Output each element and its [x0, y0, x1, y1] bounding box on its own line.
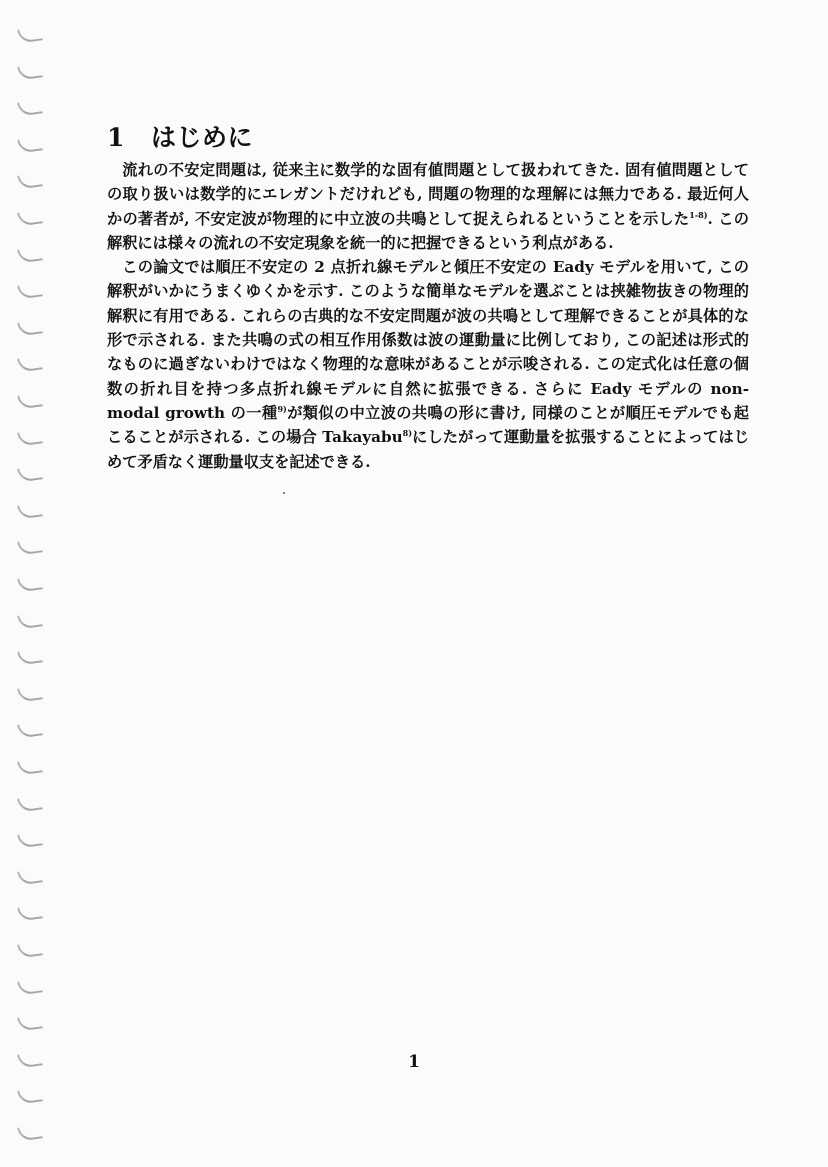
binder-hole-mark: [17, 941, 43, 958]
binder-hole-mark: [17, 319, 43, 336]
binder-hole-mark: [17, 575, 43, 592]
body-text: [107, 158, 749, 474]
binder-hole-mark: [17, 283, 43, 300]
binder-hole-mark: [17, 1124, 43, 1141]
binder-hole-mark: [17, 429, 43, 446]
binder-hole-mark: [17, 392, 43, 409]
binder-hole-mark: [17, 905, 43, 922]
paragraph-text: 流れの不安定問題は, 従来主に数学的な固有値問題として扱われてきた. 固有値問題としての取り扱いは数学的にエレガントだけれども, 問題の物理的な理解には無力である. 最近何人かの著者が, 不安定波が物理的に中立波の共鳴として捉えられるということを示した: [107, 161, 749, 228]
binder-hole-mark: [17, 356, 43, 373]
binder-hole-mark: [17, 209, 43, 226]
reference-superscript: 1-8): [689, 209, 708, 220]
binder-hole-mark: [17, 722, 43, 739]
paragraph-text: にしたがって運動量を拡張することによってはじめて矛盾なく運動量収支を記述できる.: [107, 428, 749, 471]
binder-hole-mark: [17, 502, 43, 519]
paragraph-text: この論文では順圧不安定の 2 点折れ線モデルと傾圧不安定の Eady モデルを用いて, この解釈がいかにうまくゆくかを示す. このような簡単なモデルを選ぶことは挟雑物抜きの物理的解釈に有用である. これらの古典的な不安定問題が波の共鳴として理解できることが具体的な形で示される. また共鳴の式の相互作用係数は波の運動量に比例しており, この記述は形式的なものに過ぎないわけではなく物理的な意味があることが示唆される. この定式化は任意の個数の折れ目を持つ多点折れ線モデルに自然に拡張できる. さらに Eady モデルの non-modal growth の一種: [107, 258, 749, 422]
page-number: 1: [408, 1052, 420, 1072]
scan-speck: [283, 492, 285, 494]
binder-hole-mark: [17, 1015, 43, 1032]
section-heading: [107, 118, 253, 154]
binder-hole-mark: [17, 136, 43, 153]
section-title: はじめに: [151, 123, 254, 152]
paragraph-text: が類似の中立波の共鳴の形に書け, 同様のことが順圧モデルでも起こることが示される. この場合 Takayabu: [107, 403, 749, 447]
binder-hole-mark: [17, 1088, 43, 1105]
binder-hole-mark: [17, 612, 43, 629]
paragraph-1: [107, 158, 749, 255]
binder-hole-mark: [17, 649, 43, 666]
binder-hole-mark: [17, 539, 43, 556]
reference-superscript: 9): [277, 403, 287, 414]
binder-hole-mark: [17, 685, 43, 702]
binder-hole-mark: [17, 795, 43, 812]
binder-hole-mark: [17, 832, 43, 849]
binder-hole-marks: [0, 0, 60, 1167]
binder-hole-mark: [17, 63, 43, 80]
binder-hole-mark: [17, 26, 43, 43]
section-number: 1: [107, 123, 125, 152]
paragraph-2: [107, 255, 749, 474]
binder-hole-mark: [17, 100, 43, 117]
reference-superscript: 8): [402, 428, 412, 439]
binder-hole-mark: [17, 978, 43, 995]
binder-hole-mark: [17, 466, 43, 483]
binder-hole-mark: [17, 868, 43, 885]
paragraph-text: . この解釈には様々の流れの不安定現象を統一的に把握できるという利点がある.: [107, 209, 749, 252]
binder-hole-mark: [17, 246, 43, 263]
binder-hole-mark: [17, 173, 43, 190]
binder-hole-mark: [17, 758, 43, 775]
